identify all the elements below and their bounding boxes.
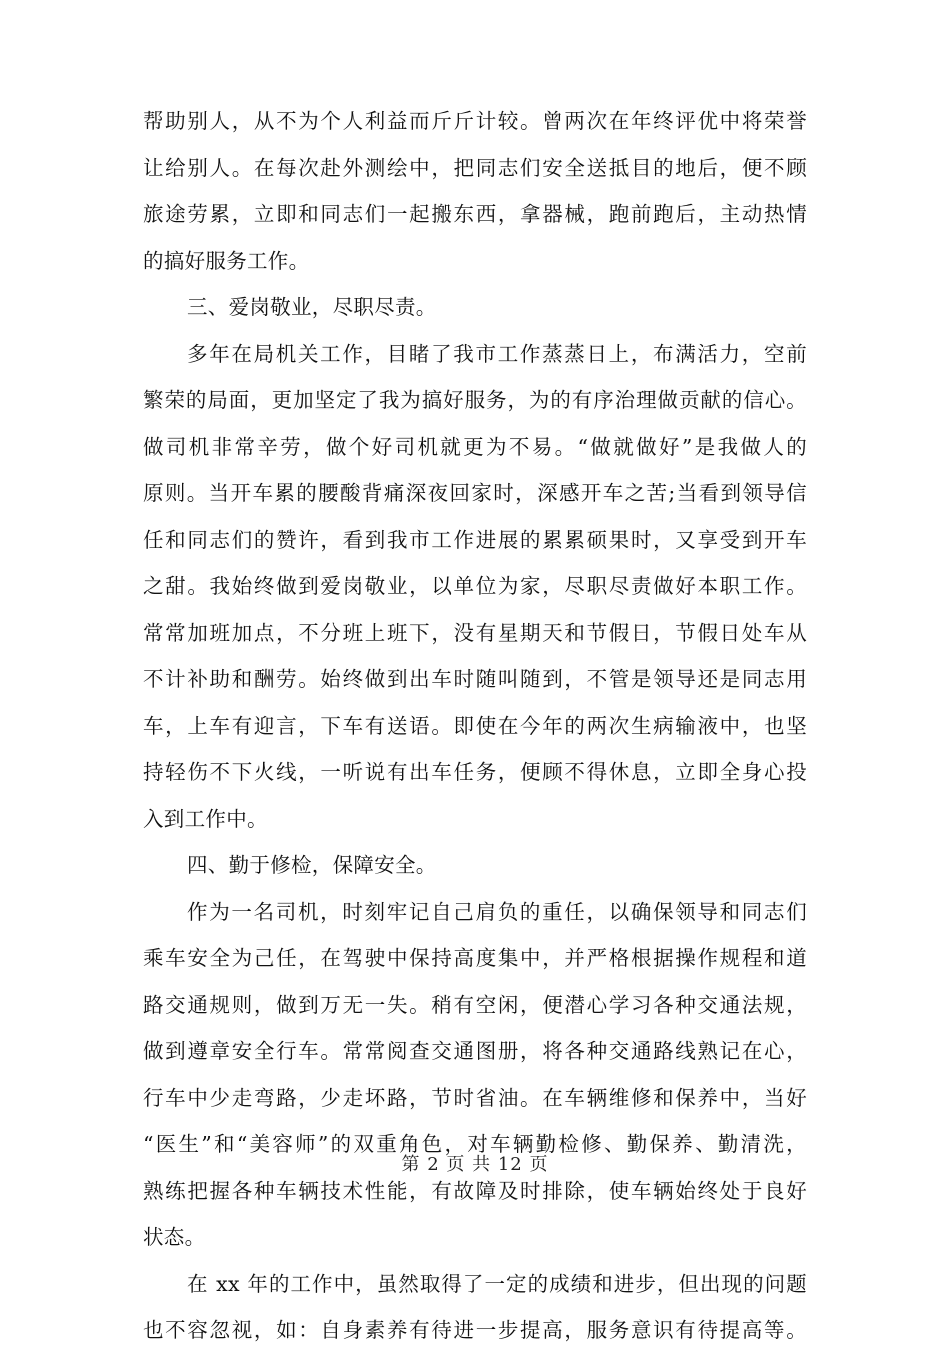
page-footer: 第 2 页 共 12 页 bbox=[401, 1154, 549, 1175]
section-heading: 三、爱岗敬业，尽职尽责。 bbox=[187, 295, 437, 319]
text-line: 常常加班加点，不分班上班下，没有星期天和节假日，节假日处车从 bbox=[143, 620, 807, 645]
text-line: 帮助别人，从不为个人利益而斤斤计较。曾两次在年终评优中将荣誉 bbox=[143, 109, 807, 133]
text-line: 繁荣的局面，更加坚定了我为搞好服务，为的有序治理做贡献的信心。 bbox=[143, 388, 807, 412]
section-heading: 四、勤于修检，保障安全。 bbox=[187, 853, 437, 877]
text-line: 原则。当开车累的腰酸背痛深夜回家时，深感开车之苦;当看到领导信 bbox=[143, 481, 807, 505]
text-line: 车，上车有迎言，下车有送语。即使在今年的两次生病输液中，也坚 bbox=[143, 713, 807, 738]
text-line: 在 xx 年的工作中，虽然取得了一定的成绩和进步，但出现的问题 bbox=[187, 1271, 807, 1296]
text-line: 持轻伤不下火线，一听说有出车任务，便顾不得休息，立即全身心投 bbox=[143, 760, 807, 784]
text-line: 入到工作中。 bbox=[143, 806, 268, 831]
text-line: “医生”和“美容师”的双重角色，对车辆勤检修、勤保养、勤清洗， bbox=[143, 1132, 807, 1156]
text-line: 乘车安全为己任，在驾驶中保持高度集中，并严格根据操作规程和道 bbox=[143, 946, 807, 970]
text-line: 路交通规则，做到万无一失。稍有空闲，便潜心学习各种交通法规， bbox=[143, 992, 807, 1017]
text-line: 之甜。我始终做到爱岗敬业，以单位为家，尽职尽责做好本职工作。 bbox=[143, 574, 807, 598]
text-line: 行车中少走弯路，少走坏路，节时省油。在车辆维修和保养中，当好 bbox=[143, 1085, 807, 1110]
text-line: 让给别人。在每次赴外测绘中，把同志们安全送抵目的地后，便不顾 bbox=[143, 155, 807, 180]
text-line: 熟练把握各种车辆技术性能，有故障及时排除，使车辆始终处于良好 bbox=[143, 1178, 807, 1203]
text-line: 做司机非常辛劳，做个好司机就更为不易。“做就做好”是我做人的 bbox=[143, 434, 807, 459]
text-line: 旅途劳累，立即和同志们一起搬东西，拿器械，跑前跑后，主动热情 bbox=[143, 202, 807, 226]
text-line: 作为一名司机，时刻牢记自己肩负的重任，以确保领导和同志们 bbox=[187, 899, 807, 924]
text-line: 任和同志们的赞许，看到我市工作进展的累累硕果时，又享受到开车 bbox=[143, 527, 807, 552]
text-line: 的搞好服务工作。 bbox=[143, 248, 310, 273]
text-line: 状态。 bbox=[143, 1225, 206, 1249]
text-line: 做到遵章安全行车。常常阅查交通图册，将各种交通路线熟记在心， bbox=[143, 1039, 807, 1063]
text-line: 不计补助和酬劳。始终做到出车时随叫随到，不管是领导还是同志用 bbox=[143, 667, 807, 691]
text-line: 也不容忽视，如：自身素养有待进一步提高，服务意识有待提高等。 bbox=[143, 1318, 807, 1342]
text-line: 多年在局机关工作，目睹了我市工作蒸蒸日上，布满活力，空前 bbox=[187, 341, 807, 366]
